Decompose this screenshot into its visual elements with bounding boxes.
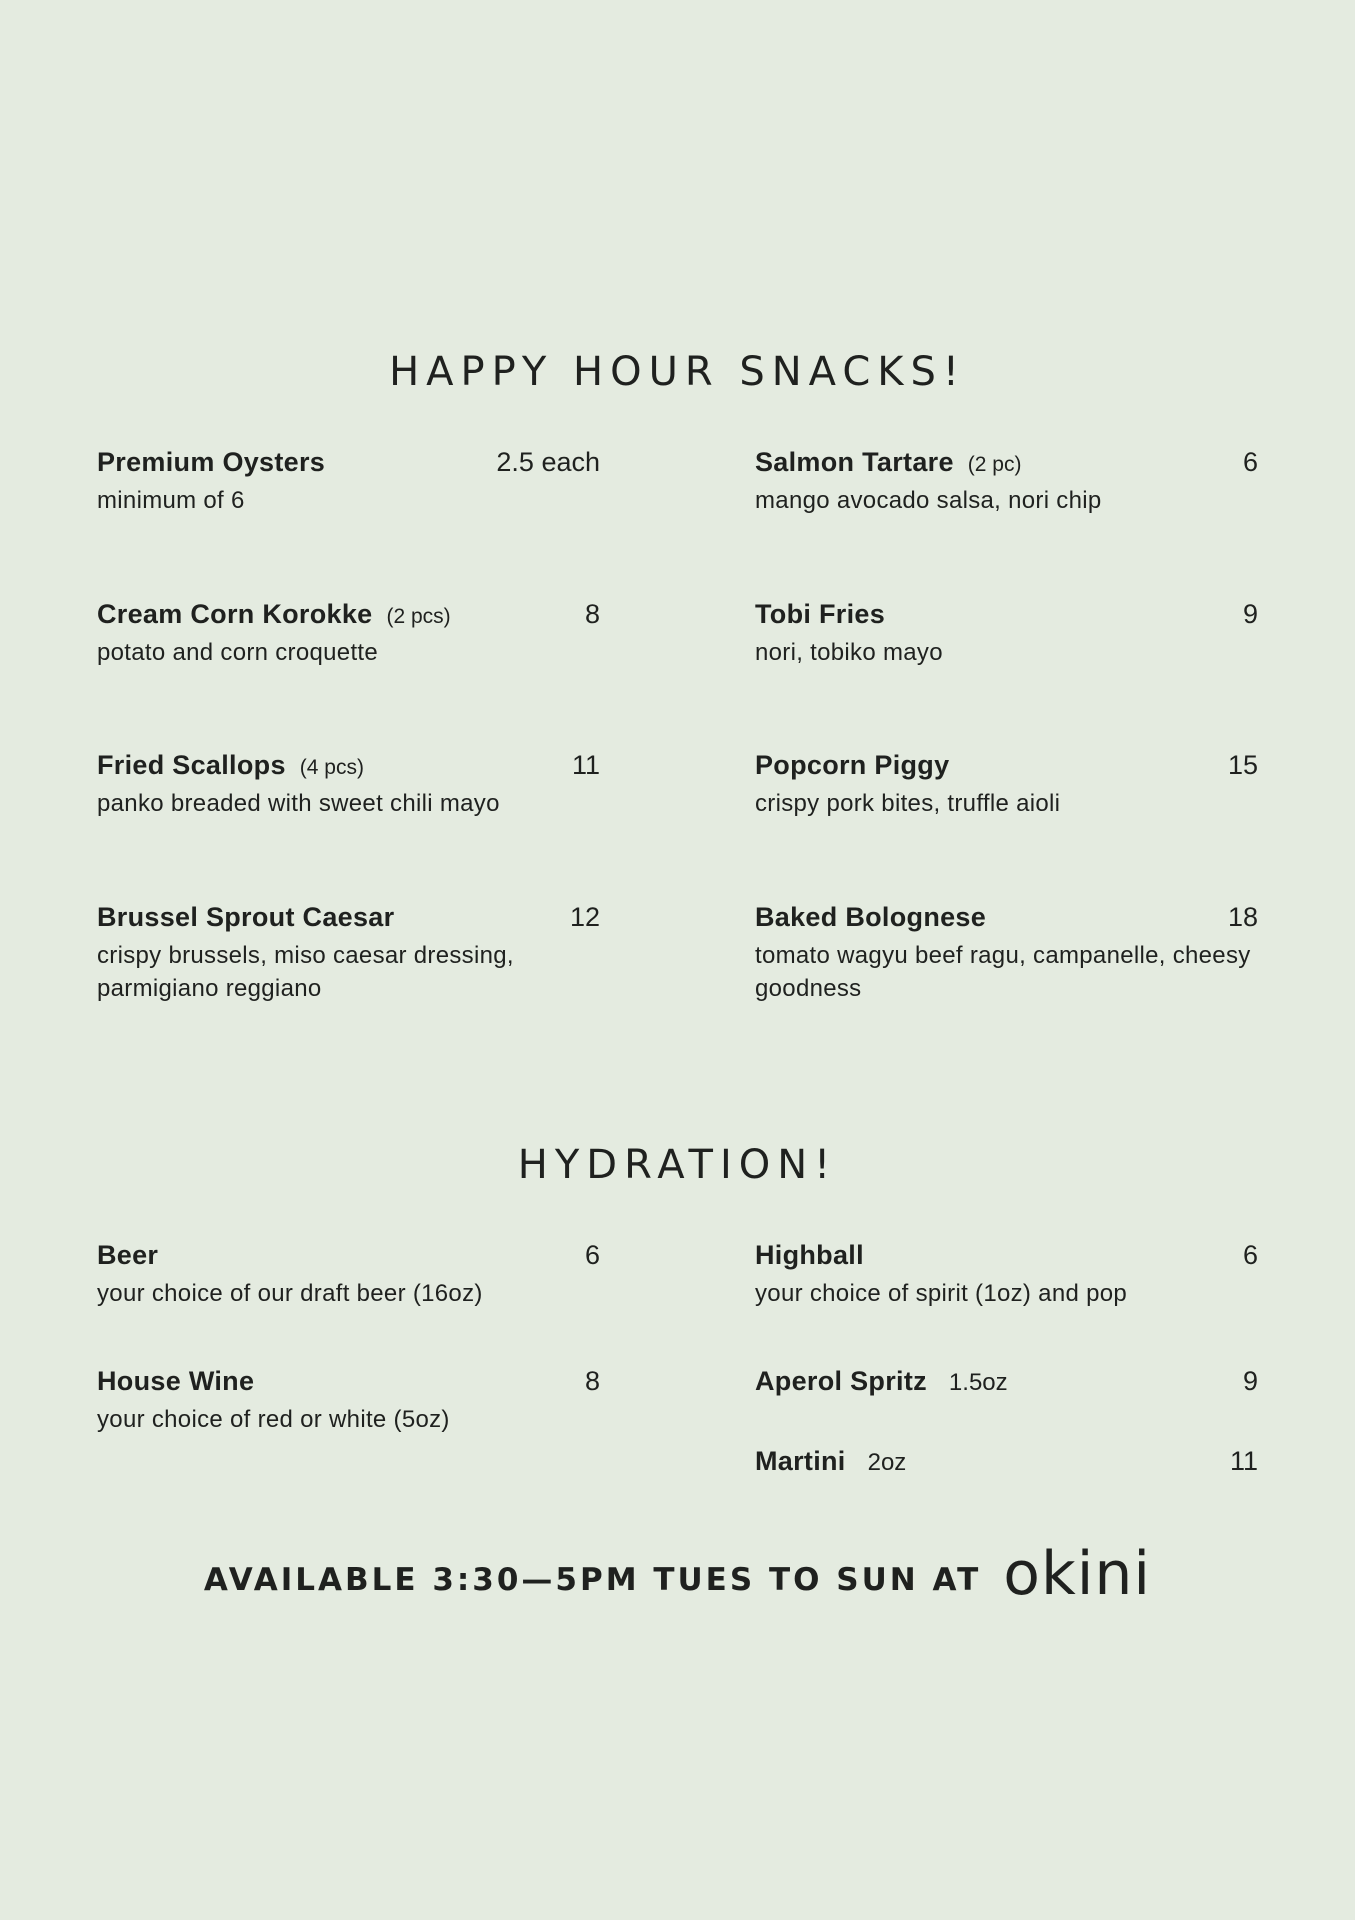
menu-item	[755, 1235, 1258, 1310]
item-description: potato and corn croquette	[97, 639, 379, 666]
item-name: Popcorn Piggy	[755, 750, 950, 780]
item-price: 6	[584, 1240, 600, 1270]
item-description: tomato wagyu beef ragu, campanelle, cheesy goodness	[755, 942, 1251, 1002]
hydration-section-title: HYDRATION!	[517, 1141, 838, 1188]
menu-item	[97, 745, 600, 820]
item-name: Tobi Fries	[755, 599, 886, 629]
menu-item	[755, 442, 1258, 517]
item-quantity: (2 pc)	[967, 453, 1022, 476]
item-price: 6	[1242, 447, 1258, 477]
menu-item	[97, 594, 600, 669]
menu-item	[755, 1441, 1258, 1481]
item-quantity: (2 pcs)	[386, 605, 451, 628]
item-price: 15	[1227, 750, 1258, 780]
item-description: panko breaded with sweet chili mayo	[97, 790, 500, 817]
menu-item	[97, 1235, 600, 1310]
item-price: 2.5 each	[496, 447, 600, 477]
item-name: House Wine	[97, 1366, 255, 1396]
menu-item	[97, 1361, 600, 1436]
item-name: Fried Scallops	[97, 750, 286, 780]
item-description: nori, tobiko mayo	[755, 639, 943, 666]
item-name: Brussel Sprout Caesar	[97, 902, 395, 932]
footer	[0, 1539, 1355, 1610]
item-name: Premium Oysters	[97, 447, 326, 477]
item-price: 8	[584, 599, 600, 629]
item-name: Aperol Spritz	[755, 1366, 927, 1396]
item-name: Cream Corn Korokke	[97, 599, 373, 629]
item-price: 11	[1229, 1446, 1258, 1476]
item-price: 6	[1242, 1240, 1258, 1270]
item-name: Highball	[755, 1240, 864, 1270]
item-description: crispy brussels, miso caesar dressing, parmigiano reggiano	[97, 942, 514, 1002]
item-price: 11	[571, 750, 600, 780]
brand-logo: okini	[1003, 1539, 1152, 1609]
menu-item	[97, 897, 600, 1005]
item-price: 8	[584, 1366, 600, 1396]
menu-item	[97, 442, 600, 517]
item-price: 9	[1242, 1366, 1258, 1396]
menu-item	[755, 745, 1258, 820]
item-price: 12	[569, 902, 600, 932]
availability-text: AVAILABLE 3:30—5PM TUES TO SUN AT	[203, 1562, 982, 1598]
item-name: Martini	[755, 1446, 846, 1476]
item-description: mango avocado salsa, nori chip	[755, 487, 1102, 514]
menu-item	[755, 594, 1258, 669]
snacks-section-title: HAPPY HOUR SNACKS!	[389, 348, 966, 395]
item-quantity: 2oz	[867, 1449, 907, 1476]
item-description: crispy pork bites, truffle aioli	[755, 790, 1061, 817]
item-quantity: 1.5oz	[948, 1369, 1008, 1396]
item-name: Baked Bolognese	[755, 902, 987, 932]
item-description: minimum of 6	[97, 487, 245, 514]
item-price: 9	[1242, 599, 1258, 629]
item-description: your choice of red or white (5oz)	[97, 1406, 450, 1433]
item-price: 18	[1227, 902, 1258, 932]
item-description: your choice of spirit (1oz) and pop	[755, 1280, 1128, 1307]
menu-item	[755, 1361, 1258, 1401]
item-name: Beer	[97, 1240, 159, 1270]
menu-item	[755, 897, 1258, 1005]
item-name: Salmon Tartare	[755, 447, 954, 477]
item-quantity: (4 pcs)	[299, 756, 364, 779]
item-description: your choice of our draft beer (16oz)	[97, 1280, 483, 1307]
